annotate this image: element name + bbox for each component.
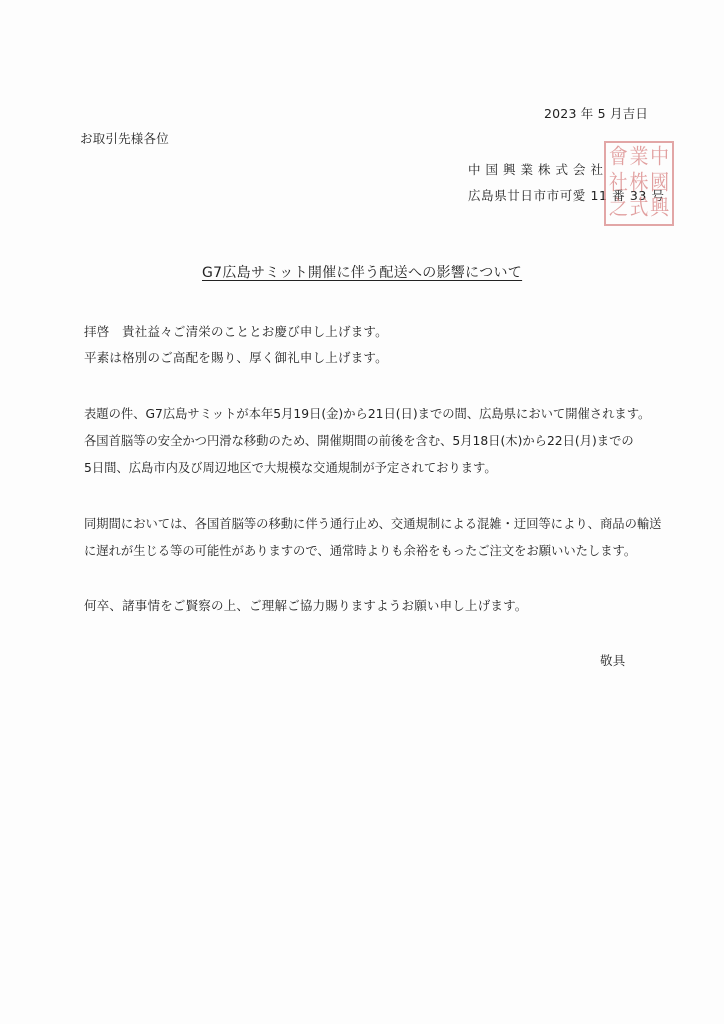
seal-character: 會 [608, 145, 628, 170]
seal-character: 株 [629, 170, 649, 196]
issue-date: 2023 年 5 月吉日 [544, 106, 649, 121]
paragraph-2-line-1: 同期間においては、各国首脳等の移動に伴う通行止め、交通規制による混雑・迂回等により、商品の輸送 [84, 517, 662, 531]
seal-character: 國 [650, 170, 670, 196]
paragraph-2-line-2: に遅れが生じる等の可能性がありますので、通常時よりも余裕をもったご注文をお願いいたします。 [84, 544, 637, 558]
seal-characters [608, 145, 670, 222]
paragraph-1-line-3: 5日間、広島市内及び周辺地区で大規模な交通規制が予定されております。 [84, 461, 497, 475]
seal-character: 興 [650, 196, 670, 221]
seal-character: 社 [608, 170, 628, 196]
seal-character: 之 [608, 196, 628, 221]
closing-remark: 敬具 [600, 653, 626, 668]
seal-character: 式 [629, 196, 649, 221]
company-name: 中国興業株式会社 [468, 162, 609, 177]
seal-character: 業 [629, 145, 649, 170]
greeting-line-1: 拝啓 貴社益々ご清栄のこととお慶び申し上げます。 [84, 324, 388, 339]
greeting-line-2: 平素は格別のご高配を賜り、厚く御礼申し上げます。 [84, 350, 388, 365]
document-title: G7広島サミット開催に伴う配送への影響について [202, 265, 523, 281]
seal-character: 中 [650, 145, 670, 170]
company-address: 広島県廿日市市可愛 11 番 33 号 [468, 188, 665, 203]
paragraph-1-line-1: 表題の件、G7広島サミットが本年5月19日(金)から21日(日)までの間、広島県において開催されます。 [84, 407, 651, 421]
paragraph-3: 何卒、諸事情をご賢察の上、ご理解ご協力賜りますようお願い申し上げます。 [84, 598, 528, 613]
company-seal-stamp [604, 141, 674, 226]
recipient: お取引先様各位 [80, 131, 169, 146]
paragraph-1-line-2: 各国首脳等の安全かつ円滑な移動のため、開催期間の前後を含む、5月18日(木)から22日(月)までの [84, 434, 634, 448]
